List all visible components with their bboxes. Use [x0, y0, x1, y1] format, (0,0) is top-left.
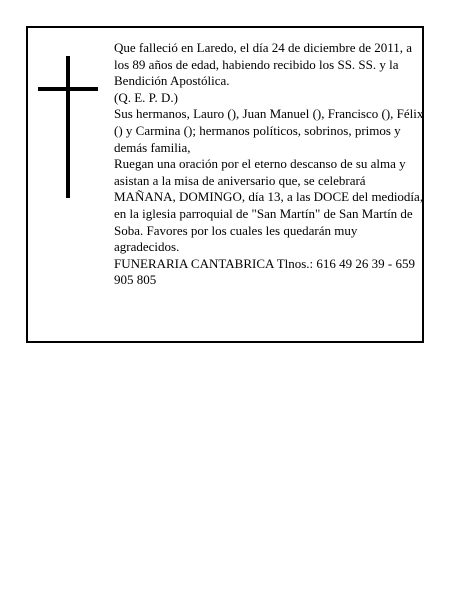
cross-icon: [38, 56, 98, 198]
cross-horizontal-bar: [38, 87, 98, 91]
obituary-notice: [26, 26, 424, 343]
cross-vertical-bar: [66, 56, 70, 198]
death-announcement: Que falleció en Laredo, el día 24 de diciembre de 2011, a los 89 años de edad, habiendo recibido los SS. SS. y la Bendición Apostólica.: [114, 40, 413, 89]
family-list: Sus hermanos, Lauro (), Juan Manuel (), Francisco (), Félix () y Carmina (); hermanos políticos, sobrinos, primos y demás familia,: [114, 106, 424, 155]
notice-text: [114, 40, 424, 289]
funeral-home-contact: FUNERARIA CANTABRICA Tlnos.: 616 49 26 39 - 659 905 805: [114, 255, 415, 288]
rip-abbreviation: (Q. E. P. D.): [114, 89, 178, 105]
mass-announcement: Ruegan una oración por el eterno descanso de su alma y asistan a la misa de aniversario que, se celebrará MAÑANA, DOMINGO, día 13, a las DOCE del mediodía, en la iglesia parroquial de "San Martín" de San Martín de Soba. Favores por los cuales les quedarán muy agradecidos.: [114, 156, 424, 255]
